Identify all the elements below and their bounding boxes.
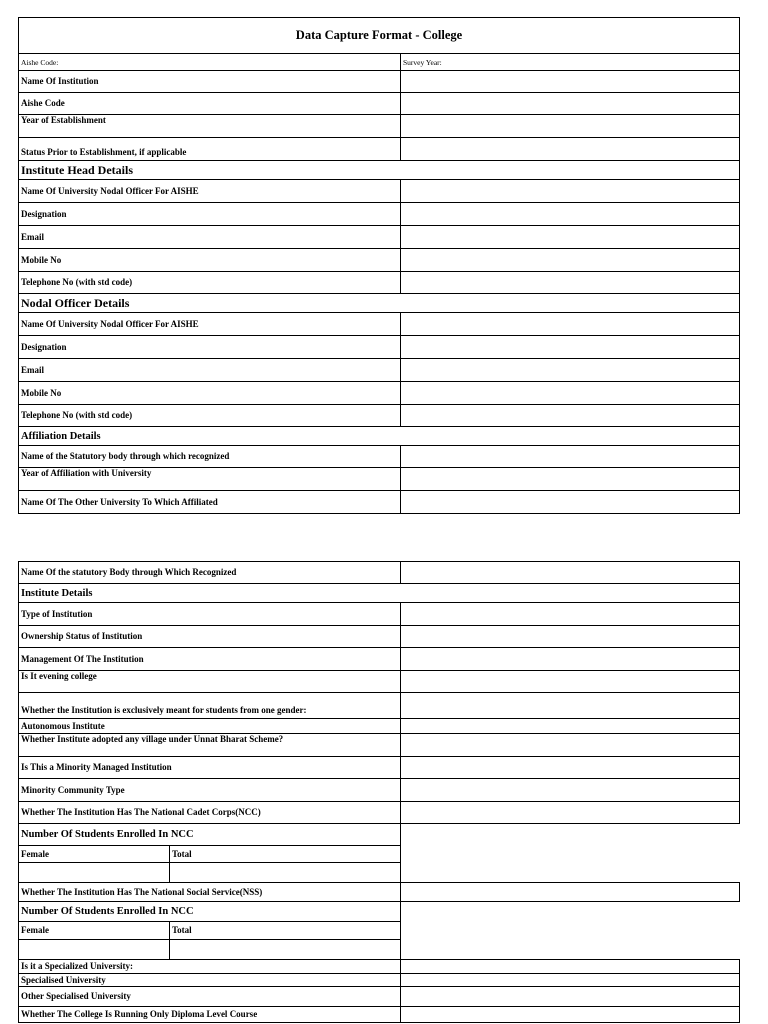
field-label: Name of the Statutory body through which recognized [19,446,401,468]
field-label: Autonomous Institute [19,719,401,734]
field-label: Status Prior to Establishment, if applicable [19,138,401,161]
field-label: Telephone No (with std code) [19,405,401,427]
field-label: Whether The Institution Has The National Social Service(NSS) [19,883,401,902]
ncc-female-label: Female [19,846,170,863]
field-value-one-gender[interactable] [401,693,740,719]
field-value-head-email[interactable] [401,226,740,249]
field-value-head-name[interactable] [401,180,740,203]
field-label: Email [19,226,401,249]
field-value-evening-college[interactable] [401,671,740,693]
field-label: Year of Affiliation with University [19,468,401,491]
field-value-ncc[interactable] [401,802,740,824]
field-value-nodal-name[interactable] [401,313,740,336]
ncc-total-label: Total [170,846,401,863]
field-label: Other Specialised University [19,987,401,1007]
field-value-management[interactable] [401,648,740,671]
field-value-specialised-university[interactable] [401,974,740,987]
field-label: Whether The Institution Has The National Cadet Corps(NCC) [19,802,401,824]
field-value-nodal-telephone[interactable] [401,405,740,427]
field-value-statutory-body[interactable] [401,446,740,468]
field-value-nodal-email[interactable] [401,359,740,382]
ncc-female-value[interactable] [19,863,170,883]
form-title: Data Capture Format - College [19,18,740,54]
field-value-ownership[interactable] [401,626,740,648]
field-value-year-of-establishment[interactable] [401,115,740,138]
field-value-head-designation[interactable] [401,203,740,226]
field-label: Name Of The Other University To Which Affiliated [19,491,401,514]
field-value-diploma-only[interactable] [401,1007,740,1023]
section-institute-head: Institute Head Details [19,161,740,180]
field-label: Name Of University Nodal Officer For AISHE [19,180,401,203]
field-value-nodal-mobile[interactable] [401,382,740,405]
field-value-type[interactable] [401,603,740,626]
field-label: Name Of University Nodal Officer For AISHE [19,313,401,336]
nss-total-label: Total [170,922,401,940]
field-value-minority-type[interactable] [401,779,740,802]
nss-total-value[interactable] [170,940,401,960]
field-label: Name Of Institution [19,71,401,93]
field-value-specialized-university[interactable] [401,960,740,974]
field-value-other-university[interactable] [401,491,740,514]
field-value-nodal-designation[interactable] [401,336,740,359]
survey-year-label: Survey Year: [401,54,740,71]
field-value-name-of-institution[interactable] [401,71,740,93]
field-label: Mobile No [19,249,401,272]
section-nss-enrolled: Number Of Students Enrolled In NCC [19,902,401,922]
field-label: Specialised University [19,974,401,987]
field-label: Is It evening college [19,671,401,693]
field-label: Type of Institution [19,603,401,626]
field-label: Whether Institute adopted any village under Unnat Bharat Scheme? [19,734,401,757]
field-value-head-telephone[interactable] [401,272,740,294]
section-ncc-enrolled: Number Of Students Enrolled In NCC [19,824,401,846]
field-label: Ownership Status of Institution [19,626,401,648]
form-table-general [18,17,740,514]
field-value-year-of-affiliation[interactable] [401,468,740,491]
field-value-autonomous[interactable] [401,719,740,734]
section-affiliation: Affiliation Details [19,427,740,446]
field-label: Year of Establishment [19,115,401,138]
field-label: Minority Community Type [19,779,401,802]
field-value-minority-managed[interactable] [401,757,740,779]
field-value-other-specialised[interactable] [401,987,740,1007]
section-institute-details: Institute Details [19,584,740,603]
field-label: Telephone No (with std code) [19,272,401,294]
nss-female-label: Female [19,922,170,940]
ncc-total-value[interactable] [170,863,401,883]
field-label: Whether The College Is Running Only Diploma Level Course [19,1007,401,1023]
field-label: Is This a Minority Managed Institution [19,757,401,779]
field-label: Name Of the statutory Body through Which Recognized [19,562,401,584]
aishe-code-label: Aishe Code: [19,54,401,71]
nss-female-value[interactable] [19,940,170,960]
field-value-status-prior[interactable] [401,138,740,161]
form-table-institute [18,561,740,1023]
field-value-unnat-bharat[interactable] [401,734,740,757]
field-label: Is it a Specialized University: [19,960,401,974]
field-label: Designation [19,336,401,359]
field-label: Aishe Code [19,93,401,115]
field-label: Email [19,359,401,382]
field-label: Whether the Institution is exclusively meant for students from one gender: [19,693,401,719]
section-nodal-officer: Nodal Officer Details [19,294,740,313]
field-label: Designation [19,203,401,226]
field-label: Mobile No [19,382,401,405]
field-value-statutory-body-recognized[interactable] [401,562,740,584]
field-value-aishe-code[interactable] [401,93,740,115]
field-value-nss[interactable] [401,883,740,902]
field-label: Management Of The Institution [19,648,401,671]
field-value-head-mobile[interactable] [401,249,740,272]
